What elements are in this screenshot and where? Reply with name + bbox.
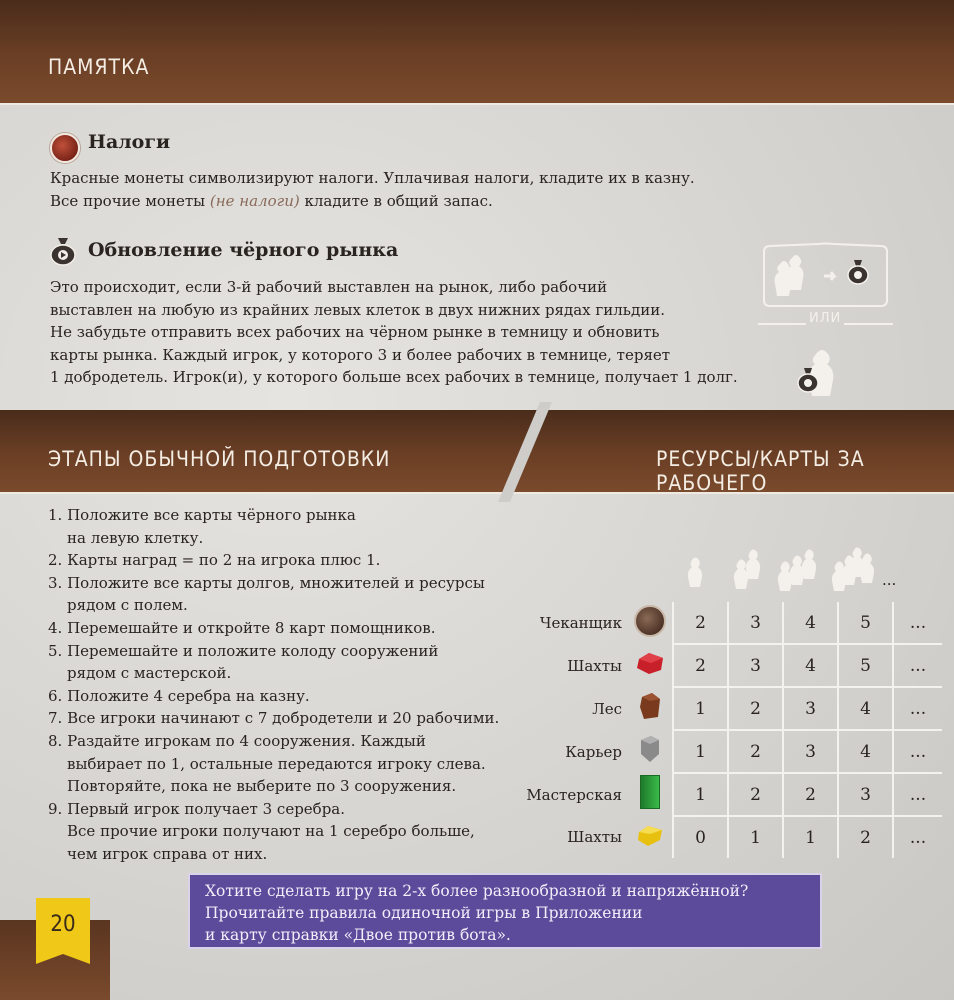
red-gem-icon xyxy=(628,644,673,687)
gold-gem-icon xyxy=(628,816,673,858)
table-cell: 1 xyxy=(673,687,728,730)
setup-step: 1. Положите все карты чёрного рынка xyxy=(48,506,356,524)
taxes-line-2a: Все прочие монеты xyxy=(50,191,210,210)
table-cell: 4 xyxy=(838,687,893,730)
row-label: Мастерская xyxy=(526,785,622,804)
black-market-line: карты рынка. Каждый игрок, у которого 3 и более рабочих в темнице, теряет xyxy=(50,345,671,364)
setup-step: Все прочие игроки получают на 1 серебро больше, xyxy=(67,822,475,841)
taxes-line-2b: кладите в общий запас. xyxy=(299,191,493,210)
callout-line: Хотите сделать игру на 2-х более разнообразной и напряжённой? xyxy=(205,882,749,900)
table-row xyxy=(516,773,942,816)
resources-heading: РЕСУРСЫ/КАРТЫ ЗА РАБОЧЕГО xyxy=(656,447,865,495)
table-cell: 1 xyxy=(783,816,838,858)
stone-icon xyxy=(628,730,673,773)
table-row xyxy=(516,644,942,687)
black-market-line: Не забудьте отправить всех рабочих на чёрном рынке в темницу и обновить xyxy=(50,323,660,341)
setup-step: рядом с полем. xyxy=(67,596,188,615)
table-cell: 4 xyxy=(783,644,838,687)
resource-table xyxy=(516,602,942,858)
table-cell: 5 xyxy=(838,644,893,687)
header-band xyxy=(0,0,954,105)
table-cell: 2 xyxy=(728,773,783,816)
table-row xyxy=(516,602,942,644)
table-cell: 5 xyxy=(838,602,893,644)
setup-step: рядом с мастерской. xyxy=(67,664,232,683)
setup-step: 4. Перемешайте и откройте 8 карт помощников. xyxy=(48,618,436,637)
callout-line: Прочитайте правила одиночной игры в Приложении xyxy=(205,904,643,922)
taxes-line-1: Красные монеты символизируют налоги. Уплачивая налоги, кладите их в казну. xyxy=(50,169,695,187)
taxes-heading: Налоги xyxy=(88,131,171,153)
table-cell: ... xyxy=(893,644,942,687)
table-cell: 2 xyxy=(838,816,893,858)
header-dots: ... xyxy=(882,571,897,589)
table-cell: 2 xyxy=(728,687,783,730)
table-cell: 0 xyxy=(673,816,728,858)
taxes-line-2 xyxy=(50,190,695,213)
two-player-callout xyxy=(188,873,822,949)
table-cell: 1 xyxy=(728,816,783,858)
table-cell: 4 xyxy=(783,602,838,644)
row-label: Карьер xyxy=(565,742,622,761)
taxes-line-2-em: (не налоги) xyxy=(209,191,300,210)
table-cell: 3 xyxy=(728,602,783,644)
section-band xyxy=(0,410,954,494)
table-cell: ... xyxy=(893,730,942,773)
row-label: Лес xyxy=(592,699,622,718)
setup-step: 8. Раздайте игрокам по 4 сооружения. Каждый xyxy=(48,731,426,750)
setup-step: 6. Положите 4 серебра на казну. xyxy=(48,686,310,705)
mint-coin-icon xyxy=(628,602,673,644)
table-cell: 2 xyxy=(673,602,728,644)
table-cell: ... xyxy=(893,602,942,644)
table-cell: 1 xyxy=(673,773,728,816)
setup-step: 2. Карты наград = по 2 на игрока плюс 1. xyxy=(48,551,381,570)
setup-step: 7. Все игроки начинают с 7 добродетели и 20 рабочими. xyxy=(48,709,500,728)
table-cell: 3 xyxy=(838,773,893,816)
table-cell: ... xyxy=(893,816,942,858)
green-block-icon xyxy=(628,773,673,816)
setup-step: 5. Перемешайте и положите колоду сооружений xyxy=(48,641,439,660)
setup-step: Повторяйте, пока не выберите по 3 сооружения. xyxy=(67,777,457,796)
setup-step: на левую клетку. xyxy=(67,528,204,547)
row-label: Шахты xyxy=(567,656,622,675)
tax-coin-icon xyxy=(50,133,80,163)
row-label: Чеканщик xyxy=(539,614,622,632)
page-title: ПАМЯТКА xyxy=(48,55,150,79)
taxes-text xyxy=(50,167,695,212)
black-market-line: 1 добродетель. Игрок(и), у которого больше всех рабочих в темнице, получает 1 долг. xyxy=(50,368,738,386)
setup-heading: ЭТАПЫ ОБЫЧНОЙ ПОДГОТОВКИ xyxy=(48,447,391,471)
table-row xyxy=(516,730,942,773)
wood-icon xyxy=(628,687,673,730)
money-bag-icon xyxy=(48,234,78,266)
black-market-line: выставлен на любую из крайних левых клеток в двух нижних рядах гильдии. xyxy=(50,300,665,319)
or-label: ИЛИ xyxy=(809,311,842,326)
black-market-text xyxy=(50,276,738,389)
table-cell: 4 xyxy=(838,730,893,773)
page-number: 20 xyxy=(50,912,76,937)
table-cell: 2 xyxy=(783,773,838,816)
table-cell: ... xyxy=(893,687,942,730)
worker-icon xyxy=(688,548,874,592)
callout-line: и карту справки «Двое против бота». xyxy=(205,926,511,944)
table-cell: 3 xyxy=(728,644,783,687)
table-row xyxy=(516,816,942,858)
row-label: Шахты xyxy=(567,828,622,846)
band-divider xyxy=(496,402,556,502)
worker-count-header xyxy=(676,540,916,600)
black-market-heading: Обновление чёрного рынка xyxy=(88,239,399,261)
setup-step: выбирает по 1, остальные передаются игроку слева. xyxy=(67,754,486,773)
setup-step: 3. Положите все карты долгов, множителей и ресурсы xyxy=(48,573,485,592)
table-cell: 1 xyxy=(673,730,728,773)
table-cell: ... xyxy=(893,773,942,816)
setup-step: чем игрок справа от них. xyxy=(67,844,268,863)
table-cell: 2 xyxy=(673,644,728,687)
table-row xyxy=(516,687,942,730)
table-cell: 3 xyxy=(783,687,838,730)
table-cell: 2 xyxy=(728,730,783,773)
table-cell: 3 xyxy=(783,730,838,773)
setup-step: 9. Первый игрок получает 3 серебра. xyxy=(48,799,346,818)
setup-steps xyxy=(48,504,518,866)
black-market-line: Это происходит, если 3-й рабочий выставлен на рынок, либо рабочий xyxy=(50,278,608,296)
